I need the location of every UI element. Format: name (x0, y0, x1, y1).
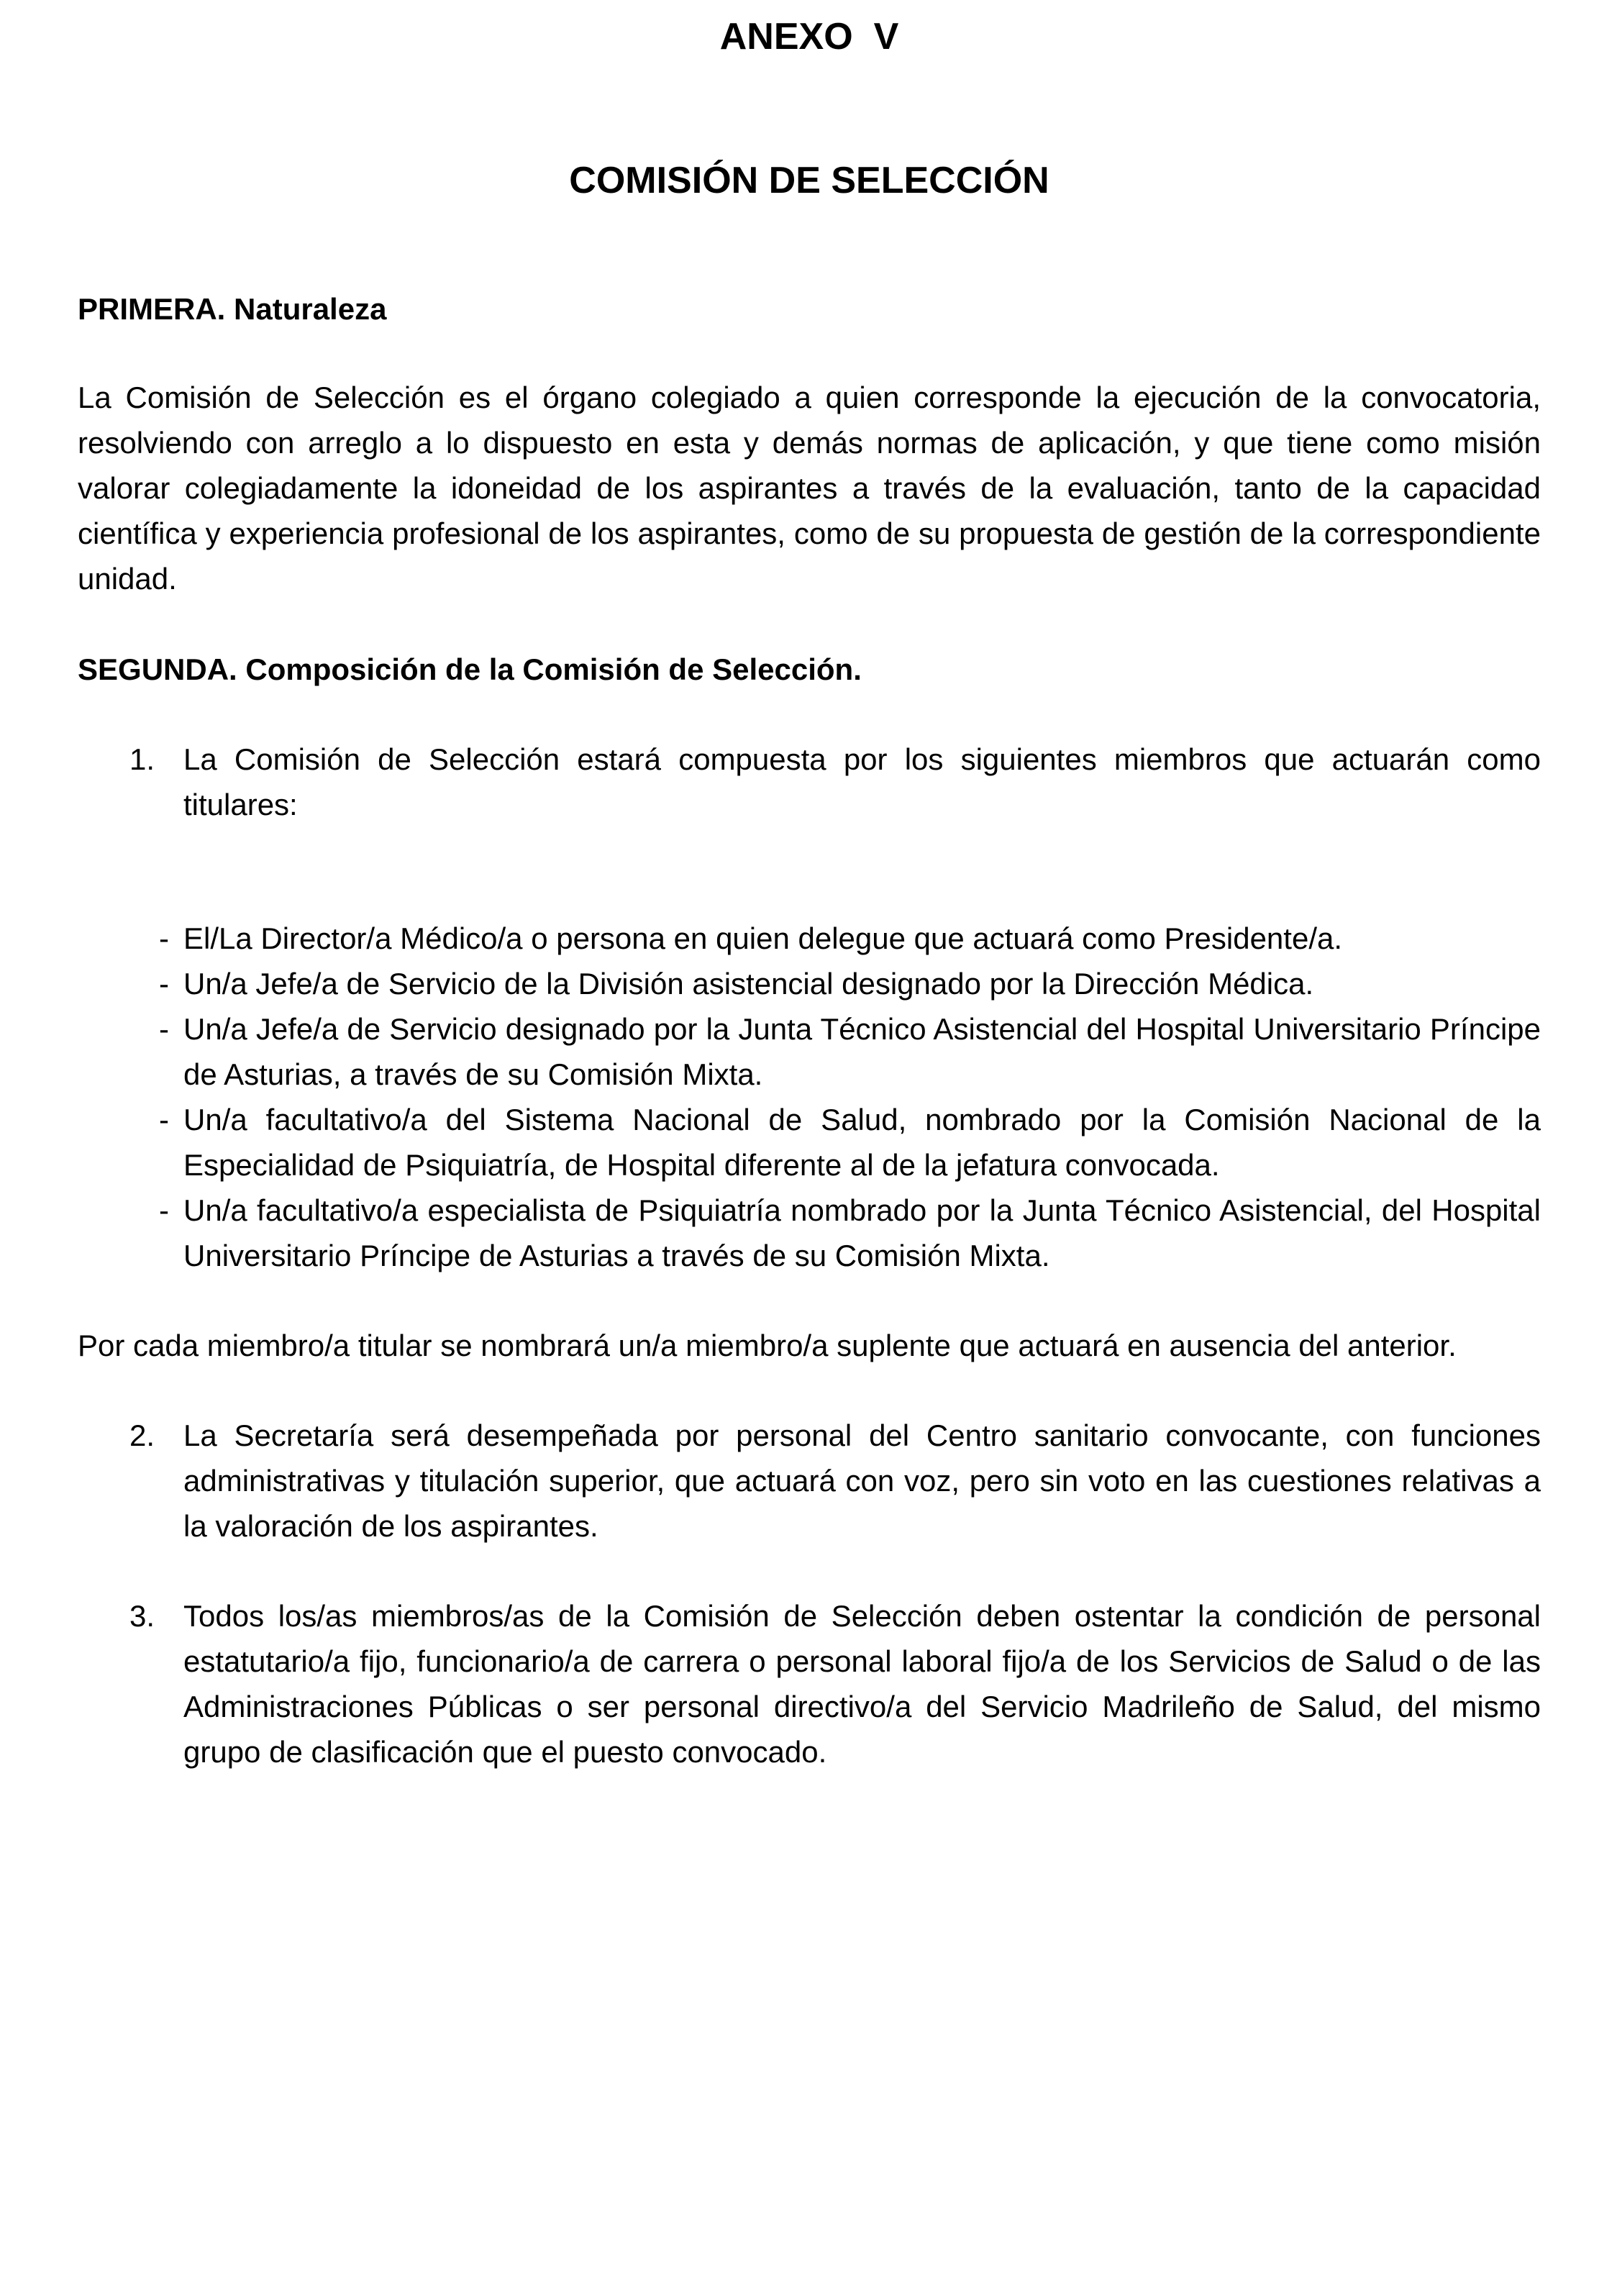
list-item-text: Un/a facultativo/a especialista de Psiquiatría nombrado por la Junta Técnico Asistencial, del Hospital Universitario Príncipe de Asturias a través de su Comisión Mixta. (183, 1193, 1541, 1272)
paragraph-naturaleza: La Comisión de Selección es el órgano colegiado a quien corresponde la ejecución de la convocatoria, resolviendo con arreglo a lo dispuesto en esta y demás normas de aplicación, y que tiene como misión valorar colegiadamente la idoneidad de los aspirantes a través de la evaluación, tanto de la capacidad científica y experiencia profesional de los aspirantes, como de su propuesta de gestión de la correspondiente unidad. (78, 381, 1541, 596)
section-heading-primera: PRIMERA. Naturaleza (78, 292, 387, 326)
bullet-dash: - (159, 1012, 169, 1046)
paragraph-suplente: Por cada miembro/a titular se nombrará un/a miembro/a suplente que actuará en ausencia del anterior. (78, 1329, 1457, 1362)
numbered-item-3 (78, 1593, 1541, 1775)
list-item (78, 1188, 1541, 1278)
list-item (78, 1097, 1541, 1188)
section-heading-segunda: SEGUNDA. Composición de la Comisión de Selección. (78, 652, 862, 686)
list-item (78, 1006, 1541, 1097)
annex-title: ANEXO V (719, 16, 899, 58)
item-text: Todos los/as miembros/as de la Comisión de Selección deben ostentar la condición de personal estatutario/a fijo, funcionario/a de carrera o personal laboral fijo/a de los Servicios de Salud o de las Administraciones Públicas o ser personal directivo/a del Servicio Madrileño de Salud, del mismo grupo de clasificación que el puesto convocado. (183, 1599, 1541, 1769)
list-item (78, 961, 1541, 1006)
list-item (78, 916, 1541, 961)
item-text: La Comisión de Selección estará compuesta por los siguientes miembros que actuarán como titulares: (183, 742, 1541, 821)
bullet-dash: - (159, 967, 169, 1001)
numbered-item-2 (78, 1413, 1541, 1549)
list-item-text: Un/a Jefe/a de Servicio de la División asistencial designado por la Dirección Médica. (183, 967, 1314, 1001)
list-item-text: Un/a facultativo/a del Sistema Nacional de Salud, nombrado por la Comisión Nacional de la Especialidad de Psiquiatría, de Hospital diferente al de la jefatura convocada. (183, 1103, 1541, 1182)
item-number: 2. (129, 1418, 155, 1452)
document-title: COMISIÓN DE SELECCIÓN (569, 160, 1049, 201)
item-number: 3. (129, 1599, 155, 1633)
item-text: La Secretaría será desempeñada por personal del Centro sanitario convocante, con funciones administrativas y titulación superior, que actuará con voz, pero sin voto en las cuestiones relativas a la valoración de los aspirantes. (183, 1418, 1541, 1543)
bullet-dash: - (159, 921, 169, 955)
bullet-dash: - (159, 1193, 169, 1227)
item-number: 1. (129, 742, 155, 776)
bullet-dash: - (159, 1103, 169, 1136)
member-list (78, 916, 1541, 1278)
list-item-text: El/La Director/a Médico/a o persona en quien delegue que actuará como Presidente/a. (183, 921, 1343, 955)
list-item-text: Un/a Jefe/a de Servicio designado por la Junta Técnico Asistencial del Hospital Universitario Príncipe de Asturias, a través de su Comisión Mixta. (183, 1012, 1541, 1091)
numbered-item-1 (78, 737, 1541, 827)
